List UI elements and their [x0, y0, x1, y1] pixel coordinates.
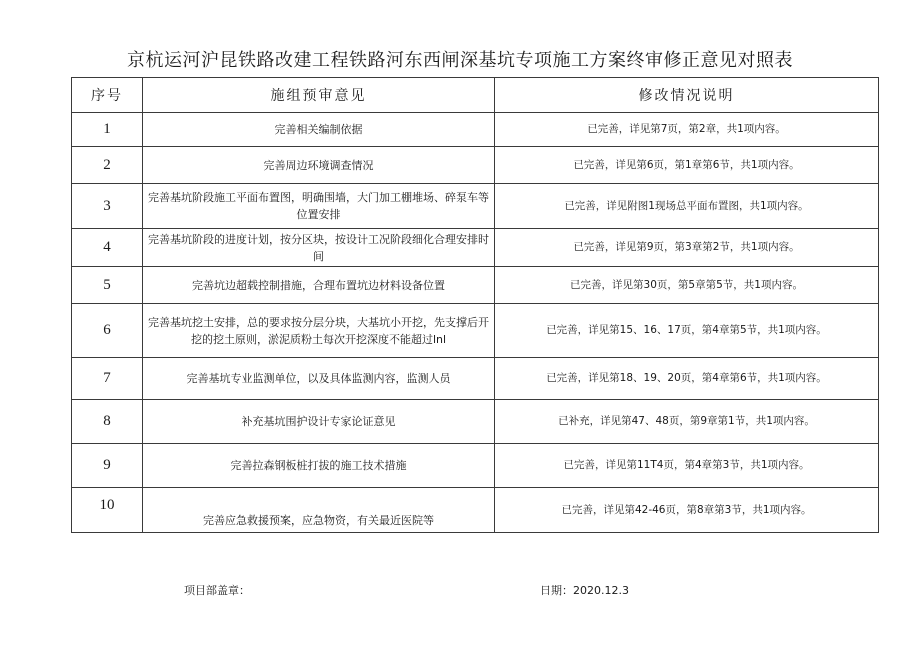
table-row: [72, 267, 879, 304]
row-opinion: 完善应急救援预案，应急物资，有关最近医院等: [143, 488, 495, 533]
header-number: 序号: [72, 78, 143, 113]
row-number: 5: [72, 267, 143, 304]
seal-label: 项目部盖章：: [184, 584, 250, 597]
table-row: [72, 184, 879, 229]
row-number: 10: [72, 488, 143, 533]
row-status: 已完善，详见第30页，第5章第5节，共1项内容。: [495, 267, 879, 304]
row-status: 已补充，详见第47、48页，第9章第1节，共1项内容。: [495, 400, 879, 444]
row-status: 已完善，详见第6页，第1章第6节，共1项内容。: [495, 147, 879, 184]
row-opinion: 完善基坑挖土安排，总的要求按分层分块，大基坑小开挖，先支撑后开挖的挖土原则，淤泥质粉土每次开挖深度不能超过lnl: [143, 304, 495, 358]
row-number: 8: [72, 400, 143, 444]
row-status: 已完善，详见第15、16、17页，第4章第5节，共1项内容。: [495, 304, 879, 358]
row-opinion: 完善坑边超载控制措施，合理布置坑边材料设备位置: [143, 267, 495, 304]
table-row: [72, 147, 879, 184]
table-row: [72, 488, 879, 533]
row-number: 3: [72, 184, 143, 229]
row-number: 4: [72, 229, 143, 267]
document-title: 京杭运河沪昆铁路改建工程铁路河东西闸深基坑专项施工方案终审修正意见对照表: [127, 50, 793, 71]
row-status: 已完善，详见第18、19、20页，第4章第6节，共1项内容。: [495, 358, 879, 400]
row-status: 已完善，详见第42-46页，第8章第3节，共1项内容。: [495, 488, 879, 533]
row-opinion: 完善基坑阶段施工平面布置图，明确围墙，大门加工棚堆场、碎泵车等位置安排: [143, 184, 495, 229]
table-row: [72, 358, 879, 400]
row-number: 2: [72, 147, 143, 184]
row-number: 9: [72, 444, 143, 488]
table-row: [72, 304, 879, 358]
row-opinion: 完善拉森钢板桩打拔的施工技术措施: [143, 444, 495, 488]
row-opinion: 完善相关编制依据: [143, 113, 495, 147]
review-table: [71, 77, 879, 533]
row-status: 已完善，详见附图1现场总平面布置图，共1项内容。: [495, 184, 879, 229]
row-number: 7: [72, 358, 143, 400]
row-status: 已完善，详见第11T4页，第4章第3节，共1项内容。: [495, 444, 879, 488]
table-row: [72, 113, 879, 147]
row-opinion: 完善基坑专业监测单位，以及具体监测内容，监测人员: [143, 358, 495, 400]
table-header-row: [72, 78, 879, 113]
table-row: [72, 400, 879, 444]
row-opinion: 补充基坑围护设计专家论证意见: [143, 400, 495, 444]
header-status: 修改情况说明: [495, 78, 879, 113]
row-status: 已完善，详见第7页，第2章，共1项内容。: [495, 113, 879, 147]
row-opinion: 完善周边环境调查情况: [143, 147, 495, 184]
row-opinion: 完善基坑阶段的进度计划，按分区块，按设计工况阶段细化合理安排时间: [143, 229, 495, 267]
row-number: 1: [72, 113, 143, 147]
table-row: [72, 444, 879, 488]
row-number: 6: [72, 304, 143, 358]
date-label: 日期：2020.12.3: [540, 584, 629, 597]
row-status: 已完善，详见第9页，第3章第2节，共1项内容。: [495, 229, 879, 267]
table-row: [72, 229, 879, 267]
header-opinion: 施组预审意见: [143, 78, 495, 113]
